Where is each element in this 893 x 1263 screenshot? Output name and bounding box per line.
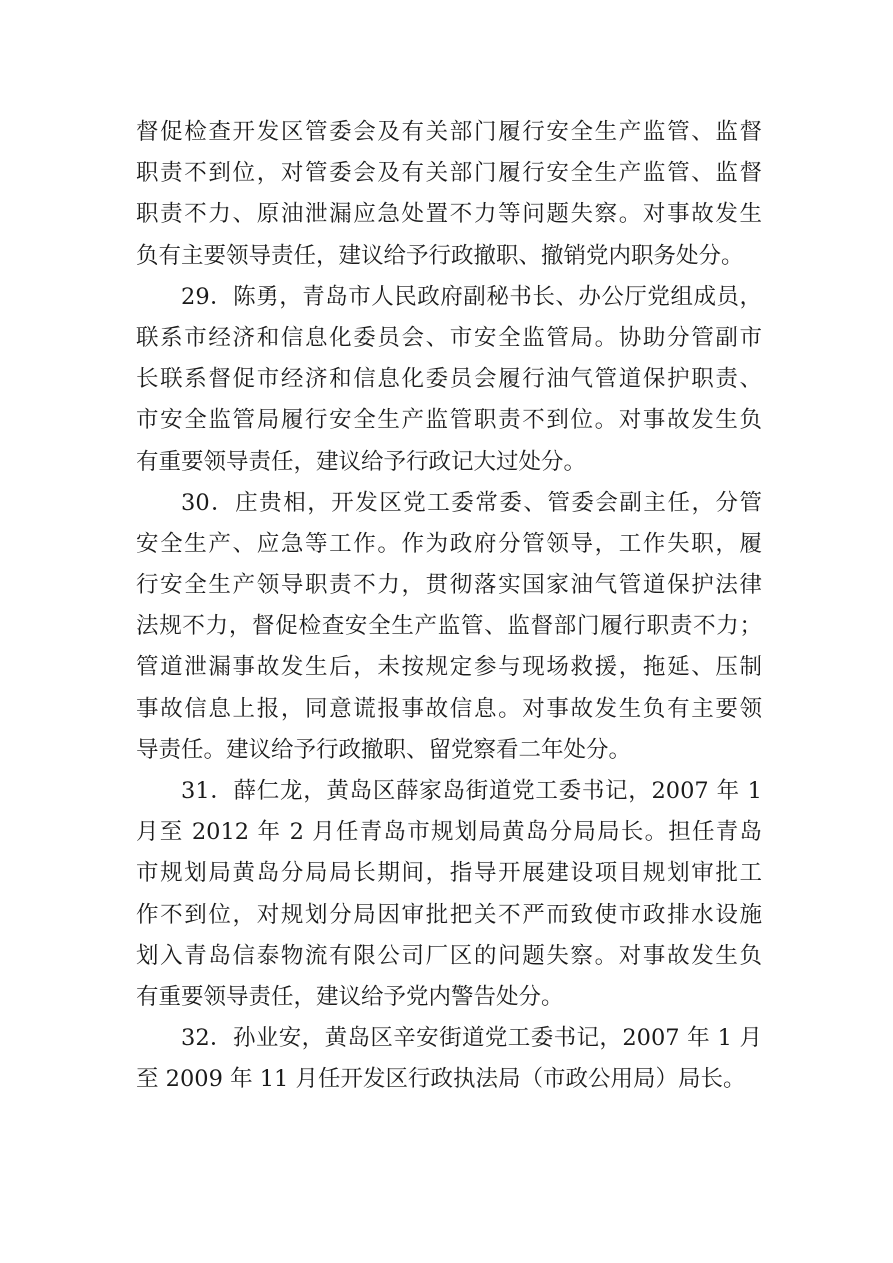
document-body bbox=[136, 112, 762, 1101]
text-line: 职责不力、原油泄漏应急处置不力等问题失察。对事故发生 bbox=[136, 201, 762, 228]
text-line: 行安全生产领导职责不力，贯彻落实国家油气管道保护法律 bbox=[136, 572, 762, 599]
text-line: 有重要领导责任，建议给予行政记大过处分。 bbox=[136, 448, 587, 475]
text-line: 长联系督促市经济和信息化委员会履行油气管道保护职责、 bbox=[136, 366, 762, 393]
text-line: 29．陈勇，青岛市人民政府副秘书长、办公厅党组成员， bbox=[181, 283, 762, 310]
text-line: 事故信息上报，同意谎报事故信息。对事故发生负有主要领 bbox=[136, 695, 762, 722]
text-line: 法规不力，督促检查安全生产监管、监督部门履行职责不力； bbox=[136, 613, 762, 640]
text-line: 月至 2012 年 2 月任青岛市规划局黄岛分局局长。担任青岛 bbox=[136, 819, 762, 846]
text-line: 职责不到位，对管委会及有关部门履行安全生产监管、监督 bbox=[136, 160, 762, 187]
text-line: 31．薛仁龙，黄岛区薛家岛街道党工委书记，2007 年 1 bbox=[181, 778, 762, 804]
text-line: 负有主要领导责任，建议给予行政撤职、撤销党内职务处分。 bbox=[136, 242, 744, 269]
text-line: 安全生产、应急等工作。作为政府分管领导，工作失职，履 bbox=[136, 530, 762, 557]
text-line: 32．孙业安，黄岛区辛安街道党工委书记，2007 年 1 月 bbox=[181, 1025, 762, 1052]
text-line: 管道泄漏事故发生后，未按规定参与现场救援，拖延、压制 bbox=[136, 654, 762, 681]
text-line: 联系市经济和信息化委员会、市安全监管局。协助分管副市 bbox=[136, 324, 762, 351]
text-line: 至 2009 年 11 月任开发区行政执法局（市政公用局）局长。 bbox=[136, 1066, 746, 1093]
text-line: 市规划局黄岛分局局长期间，指导开展建设项目规划审批工 bbox=[136, 860, 762, 887]
text-line: 作不到位，对规划分局因审批把关不严而致使市政排水设施 bbox=[136, 901, 762, 928]
text-line: 市安全监管局履行安全生产监管职责不到位。对事故发生负 bbox=[136, 407, 762, 434]
text-line: 督促检查开发区管委会及有关部门履行安全生产监管、监督 bbox=[136, 119, 762, 145]
text-line: 划入青岛信泰物流有限公司厂区的问题失察。对事故发生负 bbox=[136, 942, 762, 969]
text-line: 导责任。建议给予行政撤职、留党察看二年处分。 bbox=[136, 736, 632, 763]
text-line: 有重要领导责任，建议给予党内警告处分。 bbox=[136, 983, 564, 1010]
text-line: 30．庄贵相，开发区党工委常委、管委会副主任，分管 bbox=[181, 489, 762, 516]
